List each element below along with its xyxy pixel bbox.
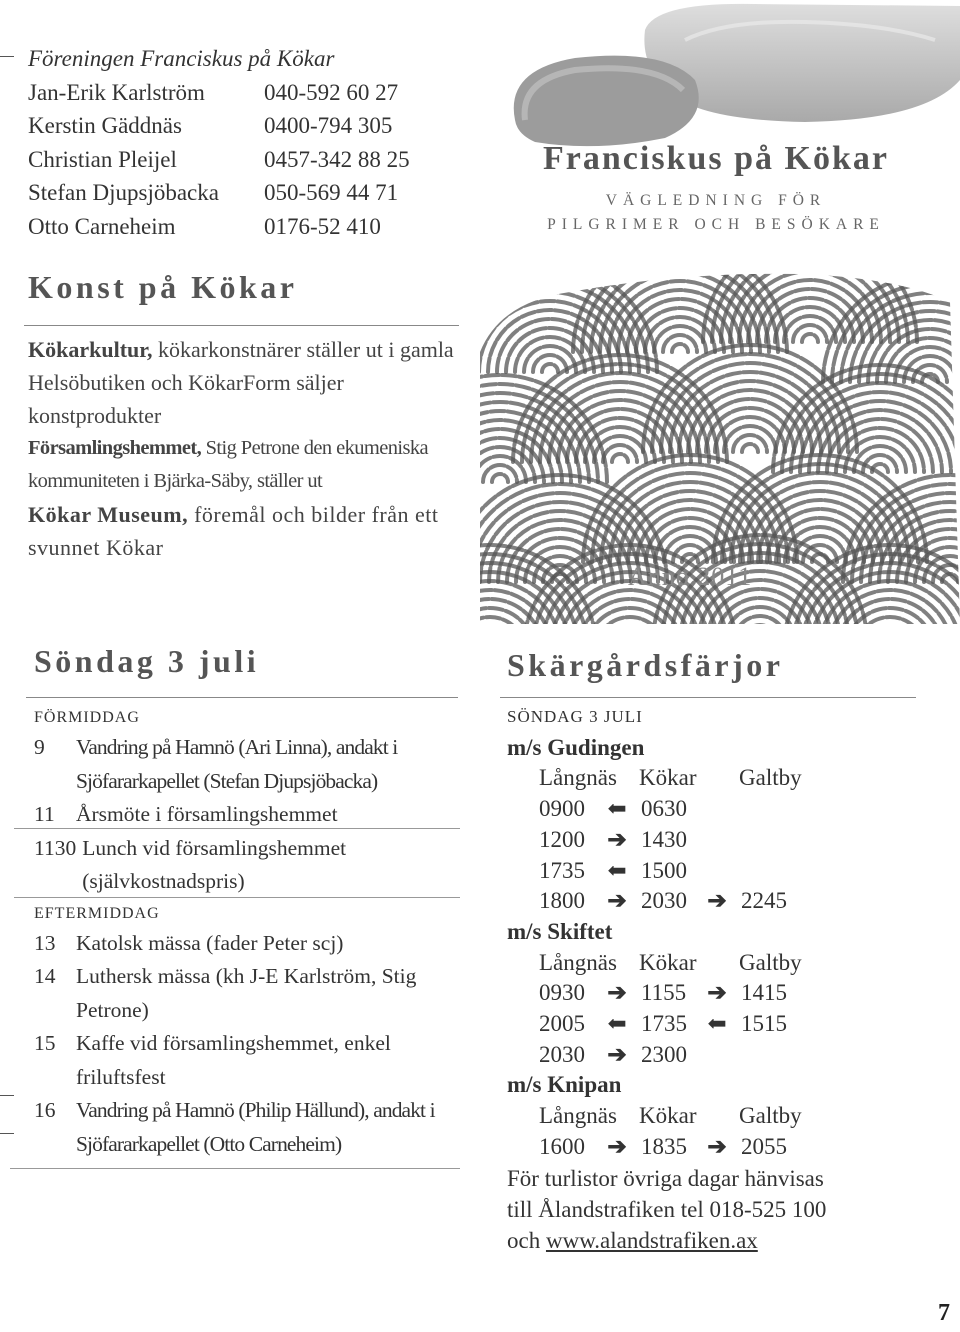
ferry-port: Långnäs: [539, 1103, 617, 1129]
ferry-time: 1735: [539, 857, 585, 883]
program-item: [34, 832, 466, 899]
paragraph-text: Stig Petrone den ekumeniska kommuniteten i Bjärka-Säby, ställer ut: [28, 437, 428, 492]
section-divider: [24, 325, 459, 326]
contact-row: [28, 143, 468, 177]
section-title: Skärgårdsfärjor: [507, 647, 784, 683]
contact-phone: 0176-52 410: [264, 213, 381, 239]
ferry-time-row: [507, 886, 927, 917]
ferry-time-row: [507, 856, 927, 887]
arrow-right-icon: ➔: [607, 826, 627, 852]
program-text: Vandring på Hamnö (Ari Linna), andakt i Sjöfararkapellet (Stefan Djupsjöbacka): [76, 735, 398, 793]
program-item: [34, 1027, 466, 1094]
paragraph: [28, 333, 460, 432]
ferry-time-row: [507, 1009, 927, 1040]
ferry-time: 1735: [641, 1011, 687, 1037]
ferry-header-row: [507, 763, 927, 794]
ferry-note-text: och: [507, 1227, 546, 1253]
ferry-time: 1415: [741, 980, 787, 1006]
program-item: [34, 960, 466, 1027]
ferry-time: 2245: [741, 888, 787, 914]
contact-list: [28, 42, 468, 243]
arrow-left-icon: ⬅: [607, 796, 627, 822]
arrow-right-icon: ➔: [707, 1133, 727, 1159]
ferry-port: Galtby: [739, 949, 802, 975]
ferry-header-row: [507, 948, 927, 979]
stones-illustration: [505, 0, 960, 150]
ferry-time-row: [507, 1132, 927, 1163]
paragraph-lead: Kökar Museum,: [28, 502, 189, 527]
ferry-time: 1430: [641, 826, 687, 852]
ferry-time: 2300: [641, 1041, 687, 1067]
arrow-right-icon: ➔: [707, 980, 727, 1006]
section-divider: [26, 697, 458, 698]
program-time: 11: [34, 802, 55, 826]
ferry-port: Galtby: [739, 1103, 802, 1129]
program-divider: [14, 897, 460, 898]
paragraph-lead: Kökarkultur,: [28, 337, 153, 362]
contact-phone: 0400-794 305: [264, 113, 393, 138]
crop-mark: [0, 56, 14, 57]
contact-name: Stefan Djupsjöbacka: [28, 180, 219, 205]
ferry-port: Kökar: [639, 1103, 697, 1129]
contact-row: [28, 210, 468, 244]
arrow-right-icon: ➔: [607, 980, 627, 1006]
ferry-time: 1515: [741, 1011, 787, 1037]
program-text: Lunch vid församlingshemmet (självkostnadspris): [82, 835, 347, 893]
contact-name: Jan-Erik Karlström: [28, 79, 205, 105]
paragraph-text: föremål och bilder från ett svunnet Kökar: [28, 502, 439, 560]
program-text: Årsmöte i församlingshemmet: [76, 802, 338, 826]
ferry-day: SÖNDAG 3 JULI: [507, 707, 643, 726]
cover-subtitle: VÄGLEDNING FÖR: [605, 192, 827, 209]
program-divider: [14, 828, 460, 829]
ferry-time: 1600: [539, 1133, 585, 1159]
ferry-note-line: [507, 1225, 927, 1256]
ferry-port: Galtby: [739, 765, 802, 791]
contact-row: [28, 109, 468, 143]
ferry-time: 2005: [539, 1011, 585, 1037]
program-time: 9: [34, 735, 45, 759]
ferry-time: 0900: [539, 796, 585, 822]
ferry-time: 1155: [641, 980, 687, 1006]
program-item: [34, 798, 466, 832]
arrow-left-icon: ⬅: [607, 857, 627, 883]
contact-row: [28, 176, 468, 210]
arrow-right-icon: ➔: [707, 888, 727, 914]
ferry-name: m/s Gudingen: [507, 734, 645, 760]
program-item: [34, 731, 466, 798]
program-item: [34, 927, 466, 961]
program-text: Katolsk mässa (fader Peter scj): [76, 930, 344, 955]
arrow-right-icon: ➔: [607, 888, 627, 914]
contact-name: Otto Carneheim: [28, 213, 176, 239]
program-text: Kaffe vid församlingshemmet, enkel friluftsfest: [76, 1031, 391, 1089]
ferry-time-row: [507, 978, 927, 1009]
cover-subtitle: PILGRIMER OCH BESÖKARE: [547, 216, 885, 233]
page-number: 7: [938, 1300, 950, 1326]
program-time: 15: [34, 1031, 56, 1055]
ferry-time: 1200: [539, 826, 585, 852]
program-list: [34, 703, 466, 1161]
ferry-name: m/s Skiftet: [507, 918, 613, 944]
contact-phone: 050-569 44 71: [264, 180, 399, 205]
crop-mark: [0, 1095, 14, 1096]
ferry-time-row: [507, 825, 927, 856]
ferry-port: Kökar: [639, 949, 697, 975]
ferry-port: Kökar: [639, 765, 697, 791]
paragraph-text: kökarkonstnärer ställer ut i gamla Helsöbutiken och KökarForm säljer konstprodukter: [28, 337, 454, 428]
ferry-name: m/s Knipan: [507, 1072, 622, 1098]
program-time: 1130: [34, 835, 77, 860]
ferry-time-row: [507, 1040, 927, 1071]
cover-title: Franciskus på Kökar: [543, 140, 889, 177]
program-period-label: FÖRMIDDAG: [34, 709, 140, 726]
ferry-time: 2055: [741, 1133, 787, 1159]
contact-row: [28, 76, 468, 110]
ferry-port: Långnäs: [539, 949, 617, 975]
anno-year: Anno 2011: [628, 562, 753, 591]
alandstrafiken-link[interactable]: www.alandstrafiken.ax: [545, 1227, 758, 1253]
arrow-left-icon: ⬅: [707, 1011, 727, 1037]
ferry-time: 1835: [641, 1133, 687, 1159]
ferry-time: 1500: [641, 857, 687, 883]
section-title: Konst på Kökar: [28, 269, 298, 305]
konst-text: [28, 333, 460, 564]
ferry-time-row: [507, 794, 927, 825]
section-divider: [500, 697, 916, 698]
program-time: 16: [34, 1098, 56, 1122]
section-title: Söndag 3 juli: [34, 643, 260, 679]
ferry-time: 1800: [539, 888, 585, 914]
paragraph: [28, 498, 460, 564]
ferry-time: 2030: [641, 888, 687, 914]
program-text: Vandring på Hamnö (Philip Hällund), andakt i Sjöfararkapellet (Otto Carneheim): [76, 1098, 435, 1156]
crop-mark: [0, 1133, 14, 1134]
ferry-port: Långnäs: [539, 765, 617, 791]
contact-name: Christian Pleijel: [28, 146, 177, 172]
program-time: 13: [34, 930, 56, 955]
program-time: 14: [34, 964, 56, 988]
ferry-note: [507, 1163, 927, 1256]
ferry-note-line: För turlistor övriga dagar hänvisas: [507, 1165, 824, 1191]
ferry-time: 0930: [539, 980, 585, 1006]
paragraph: [28, 432, 460, 498]
arrow-left-icon: ⬅: [607, 1011, 627, 1037]
organization-name: Föreningen Franciskus på Kökar: [28, 46, 335, 71]
arrow-right-icon: ➔: [607, 1041, 627, 1067]
ferry-time: 2030: [539, 1041, 585, 1067]
ferry-time: 0630: [641, 796, 687, 822]
contact-phone: 040-592 60 27: [264, 79, 399, 105]
paragraph-lead: Församlingshemmet,: [28, 437, 202, 459]
program-text: Luthersk mässa (kh J-E Karlström, Stig Petrone): [76, 964, 417, 1022]
contact-name: Kerstin Gäddnäs: [28, 113, 182, 138]
program-divider: [10, 1168, 460, 1169]
ferry-timetable: [507, 702, 927, 1256]
ferry-note-line: till Ålandstrafiken tel 018-525 100: [507, 1196, 827, 1222]
contact-phone: 0457-342 88 25: [264, 146, 410, 172]
arrow-right-icon: ➔: [607, 1133, 627, 1159]
ferry-header-row: [507, 1101, 927, 1132]
program-item: [34, 1094, 466, 1161]
program-period-label: EFTERMIDDAG: [34, 904, 160, 922]
